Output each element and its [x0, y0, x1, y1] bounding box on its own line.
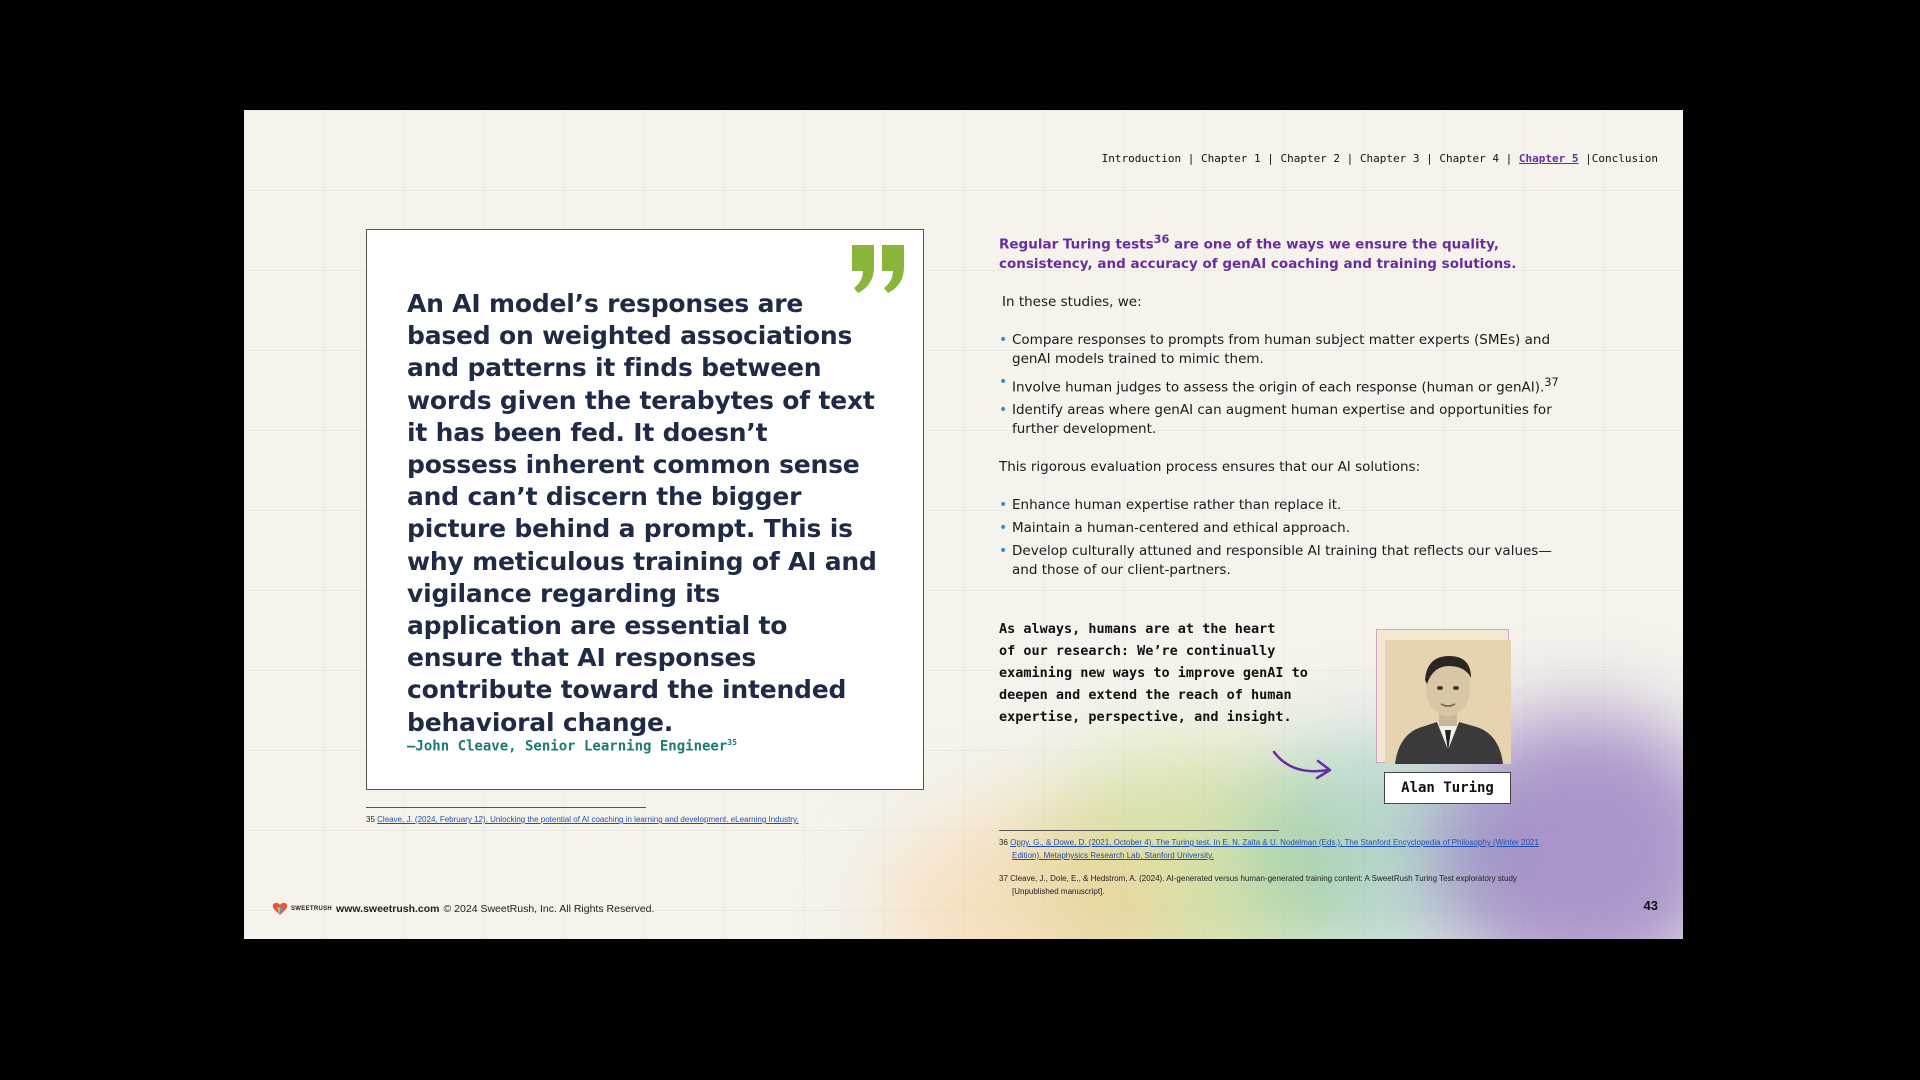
closing-statement: As always, humans are at the heart of our research: We’re continually examining new ways to improve genAI to deepen and extend the reach of human expertise, perspective, and insight. [999, 621, 1308, 725]
footnote-37 [999, 872, 1552, 898]
footnote-36 [999, 836, 1552, 862]
nav-chapter-2[interactable]: Chapter 2 [1280, 152, 1341, 165]
footnote-number: 36 [999, 838, 1008, 847]
nav-separator: | [1260, 152, 1281, 165]
footnote-35 [366, 813, 926, 826]
lead-start: Regular Turing tests [999, 236, 1154, 253]
quote-text: An AI model’s responses are based on weighted associations and patterns it finds between words given the terabytes of text it has been fed. It doesn’t possess inherent common sense and can’t discern the bigger picture behind a prompt. This is why meticulous training of AI and vigilance regarding its application are essential to ensure that AI responses contribute toward the intended behavioral change. [407, 289, 877, 737]
list-item [999, 373, 1559, 398]
list-item-text: Involve human judges to assess the origin of each response (human or genAI). [1012, 379, 1545, 395]
nav-separator: | [1181, 152, 1201, 165]
portrait-frame [1376, 629, 1509, 763]
list-item: • Develop culturally attuned and responsible AI training that reflects our values—and those of our client-partners. [999, 542, 1559, 580]
right-column [999, 230, 1559, 584]
footnote-number: 37 [999, 874, 1008, 883]
nav-chapter-4[interactable]: Chapter 4 [1439, 152, 1500, 165]
nav-separator: | [1499, 152, 1519, 165]
nav-chapter-3[interactable]: Chapter 3 [1359, 152, 1420, 165]
brand-name: SWEETRUSH [291, 906, 333, 912]
nav-separator: | [1340, 152, 1360, 165]
sweetrush-logo-icon [272, 902, 288, 916]
footnote-number: 35 [366, 815, 375, 824]
nav-separator: | [1419, 152, 1440, 165]
page-number: 43 [1643, 898, 1658, 913]
curved-arrow-icon [1270, 746, 1336, 786]
footnote-ref-35[interactable]: 35 [727, 738, 737, 747]
footnote-37-text: Cleave, J., Dole, E., & Hedstrom, A. (2024). AI-generated versus human-generated training content: A SweetRush Turing Test exploratory study [Unpublished manuscript]. [1010, 874, 1517, 896]
copyright-text: © 2024 SweetRush, Inc. All Rights Reserved. [443, 903, 655, 915]
footnote-35-link[interactable]: Cleave, J. (2024, February 12). Unlocking the potential of AI coaching in learning and development. eLearning Industry. [377, 815, 799, 824]
list-item: • Identify areas where genAI can augment human expertise and opportunities for further development. [999, 401, 1559, 439]
list-item: • Enhance human expertise rather than replace it. [999, 496, 1559, 515]
nav-chapter-1[interactable]: Chapter 1 [1200, 152, 1261, 165]
website-link[interactable]: www.sweetrush.com [336, 903, 440, 915]
list-item: • Compare responses to prompts from human subject matter experts (SMEs) and genAI models trained to mimic them. [999, 331, 1559, 369]
nav-separator: | [1578, 152, 1592, 165]
nav-chapter-5-current[interactable]: Chapter 5 [1518, 152, 1579, 165]
attribution-text: —John Cleave, Senior Learning Engineer [407, 738, 728, 755]
alan-turing-portrait [1385, 640, 1511, 764]
footnote-36-link[interactable]: Oppy, G., & Dowe, D. (2021, October 4). The Turing test. In E. N. Zalta & U. Nodelman (Eds.), The Stanford Encyclopedia of Philosophy (Winter 2021 Edition). Metaphysics Research Lab, Stanford University. [1010, 838, 1539, 860]
footnote-divider [999, 830, 1279, 831]
pull-quote-box [366, 229, 924, 790]
nav-introduction[interactable]: Introduction [1101, 152, 1182, 165]
list-item: • Maintain a human-centered and ethical approach. [999, 519, 1559, 538]
lead-rest: are one of the ways we ensure the quality, consistency, and accuracy of genAI coaching and training solutions. [999, 236, 1517, 272]
document-page [244, 110, 1683, 939]
solutions-bullet-list [999, 496, 1559, 580]
page-footer [272, 902, 654, 916]
quote-attribution [407, 738, 737, 755]
studies-intro: In these studies, we: [1002, 293, 1142, 310]
chapter-navigation [1102, 152, 1658, 165]
footnote-divider [366, 807, 646, 808]
process-paragraph: This rigorous evaluation process ensures that our AI solutions: [999, 459, 1421, 475]
studies-bullet-list [999, 331, 1559, 440]
lead-paragraph [999, 230, 1559, 274]
footnote-ref-36[interactable]: 36 [1153, 233, 1170, 246]
nav-conclusion[interactable]: Conclusion [1591, 152, 1658, 165]
portrait-caption: Alan Turing [1384, 772, 1511, 804]
footnote-ref-37[interactable]: 37 [1544, 375, 1559, 389]
